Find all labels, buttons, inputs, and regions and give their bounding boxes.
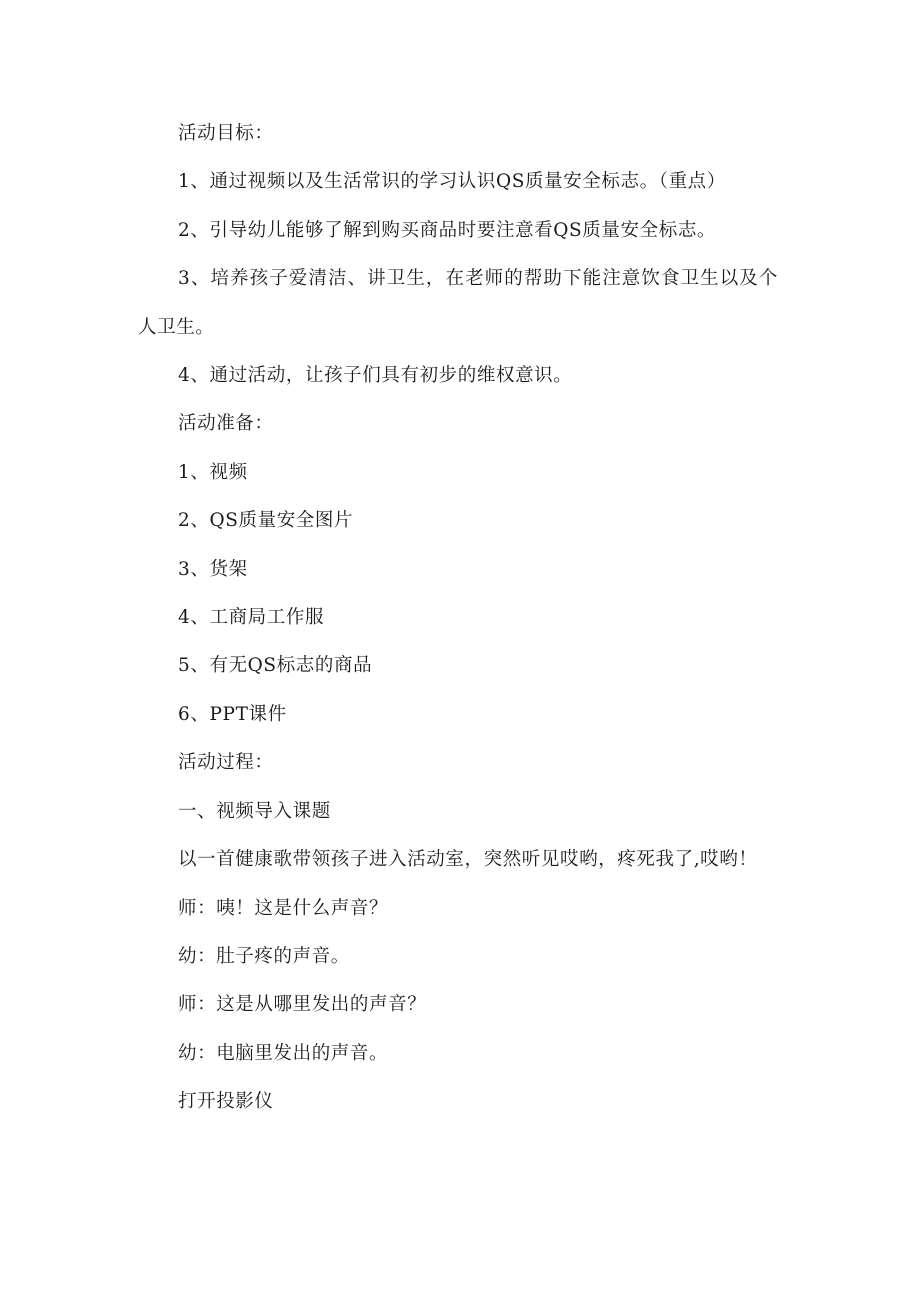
preparation-item-3: 3、货架 xyxy=(178,558,248,580)
goal-item-2: 2、引导幼儿能够了解到购买商品时要注意看QS质量安全标志。 xyxy=(178,219,717,241)
section-heading-process: 活动过程： xyxy=(178,752,274,774)
section-heading-preparation: 活动准备： xyxy=(178,413,274,435)
process-paragraph: 以一首健康歌带领孩子进入活动室，突然听见哎哟，疼死我了,哎哟！ xyxy=(178,849,758,871)
goal-item-1: 1、通过视频以及生活常识的学习认识QS质量安全标志。（重点） xyxy=(178,171,726,193)
process-paragraph: 打开投影仪 xyxy=(178,1091,274,1113)
goal-item-3: 3、培养孩子爱清洁、讲卫生，在老师的帮助下能注意饮食卫生以及个人卫生。 xyxy=(138,268,778,338)
preparation-item-4: 4、工商局工作服 xyxy=(178,607,325,629)
dialogue-line: 师：这是从哪里发出的声音？ xyxy=(178,994,427,1016)
preparation-item-2: 2、QS质量安全图片 xyxy=(178,510,354,532)
section-heading-goals: 活动目标： xyxy=(178,123,274,144)
preparation-item-6: 6、PPT课件 xyxy=(178,703,287,725)
document-body xyxy=(138,110,778,1127)
dialogue-line: 幼：肚子疼的声音。 xyxy=(178,945,350,967)
preparation-item-1: 1、视频 xyxy=(178,461,248,483)
process-step-heading: 一、视频导入课题 xyxy=(178,800,331,822)
goal-item-4: 4、通过活动，让孩子们具有初步的维权意识。 xyxy=(178,365,573,387)
preparation-item-5: 5、有无QS标志的商品 xyxy=(178,655,373,677)
dialogue-line: 师：咦！这是什么声音？ xyxy=(178,897,389,919)
dialogue-line: 幼：电脑里发出的声音。 xyxy=(178,1042,389,1064)
